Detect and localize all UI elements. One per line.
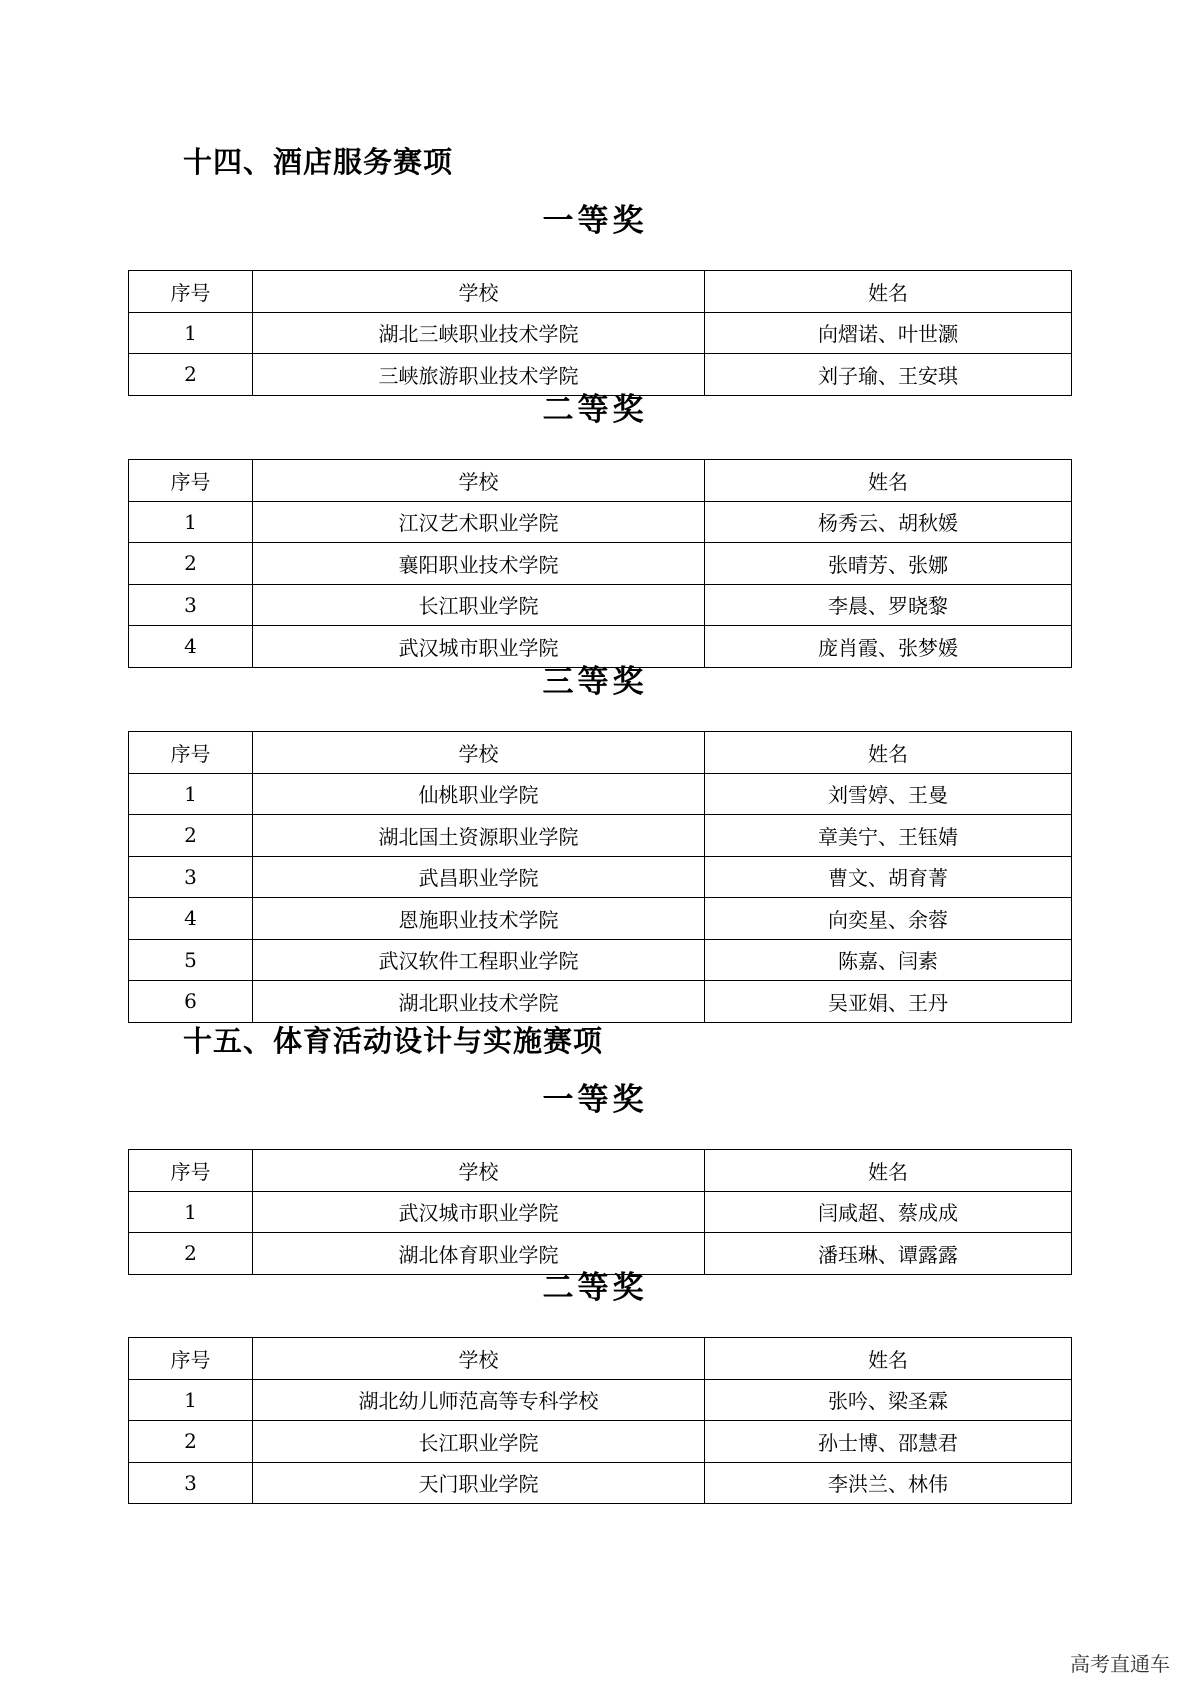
cell-index: 2 (129, 354, 253, 396)
table-row (129, 1462, 1072, 1504)
first-prize-table (128, 1149, 1072, 1275)
cell-names: 张晴芳、张娜 (705, 543, 1072, 585)
table-row (129, 1421, 1072, 1463)
award-title-first-prize: 一等奖 (542, 1082, 648, 1118)
cell-index: 1 (129, 312, 253, 354)
table-row (129, 584, 1072, 626)
first-prize-table (128, 270, 1072, 396)
table-header-row (129, 1150, 1072, 1192)
cell-index: 2 (129, 1421, 253, 1463)
table-header-row (129, 732, 1072, 774)
cell-index: 3 (129, 856, 253, 898)
cell-index: 4 (129, 898, 253, 940)
table-row (129, 815, 1072, 857)
cell-index: 6 (129, 981, 253, 1023)
third-prize-table (128, 731, 1072, 1023)
table-row (129, 501, 1072, 543)
cell-names: 陈嘉、闫素 (705, 939, 1072, 981)
cell-index: 5 (129, 939, 253, 981)
cell-names: 张吟、梁圣霖 (705, 1379, 1072, 1421)
second-prize-table (128, 459, 1072, 668)
cell-names: 潘珏琳、谭露露 (705, 1233, 1072, 1275)
cell-names: 孙士博、邵慧君 (705, 1421, 1072, 1463)
table-header-row (129, 1338, 1072, 1380)
cell-index: 1 (129, 1379, 253, 1421)
cell-school: 长江职业学院 (253, 1421, 705, 1463)
cell-school: 武昌职业学院 (253, 856, 705, 898)
cell-school: 武汉城市职业学院 (253, 626, 705, 668)
header-names: 姓名 (705, 1150, 1072, 1192)
cell-names: 刘雪婷、王曼 (705, 773, 1072, 815)
cell-school: 武汉城市职业学院 (253, 1191, 705, 1233)
cell-school: 湖北三峡职业技术学院 (253, 312, 705, 354)
table-row (129, 1191, 1072, 1233)
cell-index: 4 (129, 626, 253, 668)
section-title-hotel-service: 十四、酒店服务赛项 (183, 145, 454, 179)
cell-index: 2 (129, 543, 253, 585)
second-prize-table (128, 1337, 1072, 1504)
cell-index: 1 (129, 1191, 253, 1233)
cell-school: 武汉软件工程职业学院 (253, 939, 705, 981)
cell-index: 3 (129, 584, 253, 626)
header-names: 姓名 (705, 732, 1072, 774)
cell-school: 湖北国土资源职业学院 (253, 815, 705, 857)
cell-index: 3 (129, 1462, 253, 1504)
cell-names: 杨秀云、胡秋媛 (705, 501, 1072, 543)
table-row (129, 773, 1072, 815)
cell-school: 长江职业学院 (253, 584, 705, 626)
cell-school: 襄阳职业技术学院 (253, 543, 705, 585)
table-row (129, 856, 1072, 898)
header-school: 学校 (253, 732, 705, 774)
header-names: 姓名 (705, 1338, 1072, 1380)
section-title-sports-activity: 十五、体育活动设计与实施赛项 (183, 1024, 604, 1058)
header-index: 序号 (129, 1150, 253, 1192)
cell-school: 仙桃职业学院 (253, 773, 705, 815)
award-title-third-prize: 三等奖 (542, 664, 648, 700)
cell-names: 李晨、罗晓黎 (705, 584, 1072, 626)
table-row (129, 312, 1072, 354)
cell-names: 闫咸超、蔡成成 (705, 1191, 1072, 1233)
header-names: 姓名 (705, 271, 1072, 313)
cell-index: 2 (129, 815, 253, 857)
table-header-row (129, 460, 1072, 502)
header-school: 学校 (253, 271, 705, 313)
award-title-second-prize: 二等奖 (542, 1270, 648, 1306)
cell-school: 三峡旅游职业技术学院 (253, 354, 705, 396)
header-index: 序号 (129, 732, 253, 774)
award-title-first-prize: 一等奖 (542, 203, 648, 239)
table-header-row (129, 271, 1072, 313)
cell-names: 刘子瑜、王安琪 (705, 354, 1072, 396)
table-row (129, 543, 1072, 585)
header-index: 序号 (129, 1338, 253, 1380)
cell-school: 湖北幼儿师范高等专科学校 (253, 1379, 705, 1421)
table-row (129, 981, 1072, 1023)
header-names: 姓名 (705, 460, 1072, 502)
table-row (129, 898, 1072, 940)
header-school: 学校 (253, 1338, 705, 1380)
cell-school: 湖北职业技术学院 (253, 981, 705, 1023)
cell-index: 1 (129, 501, 253, 543)
header-school: 学校 (253, 460, 705, 502)
cell-school: 湖北体育职业学院 (253, 1233, 705, 1275)
cell-school: 天门职业学院 (253, 1462, 705, 1504)
cell-index: 2 (129, 1233, 253, 1275)
table-row (129, 939, 1072, 981)
table-row (129, 626, 1072, 668)
table-row (129, 1379, 1072, 1421)
cell-names: 曹文、胡育菁 (705, 856, 1072, 898)
cell-names: 吴亚娟、王丹 (705, 981, 1072, 1023)
award-title-second-prize: 二等奖 (542, 392, 648, 428)
cell-school: 江汉艺术职业学院 (253, 501, 705, 543)
header-school: 学校 (253, 1150, 705, 1192)
table-row (129, 354, 1072, 396)
cell-names: 庞肖霞、张梦媛 (705, 626, 1072, 668)
cell-names: 章美宁、王钰婧 (705, 815, 1072, 857)
header-index: 序号 (129, 460, 253, 502)
cell-names: 李洪兰、林伟 (705, 1462, 1072, 1504)
cell-names: 向奕星、余蓉 (705, 898, 1072, 940)
cell-school: 恩施职业技术学院 (253, 898, 705, 940)
cell-names: 向熠诺、叶世灏 (705, 312, 1072, 354)
header-index: 序号 (129, 271, 253, 313)
watermark-text: 高考直通车 (1070, 1652, 1170, 1676)
cell-index: 1 (129, 773, 253, 815)
